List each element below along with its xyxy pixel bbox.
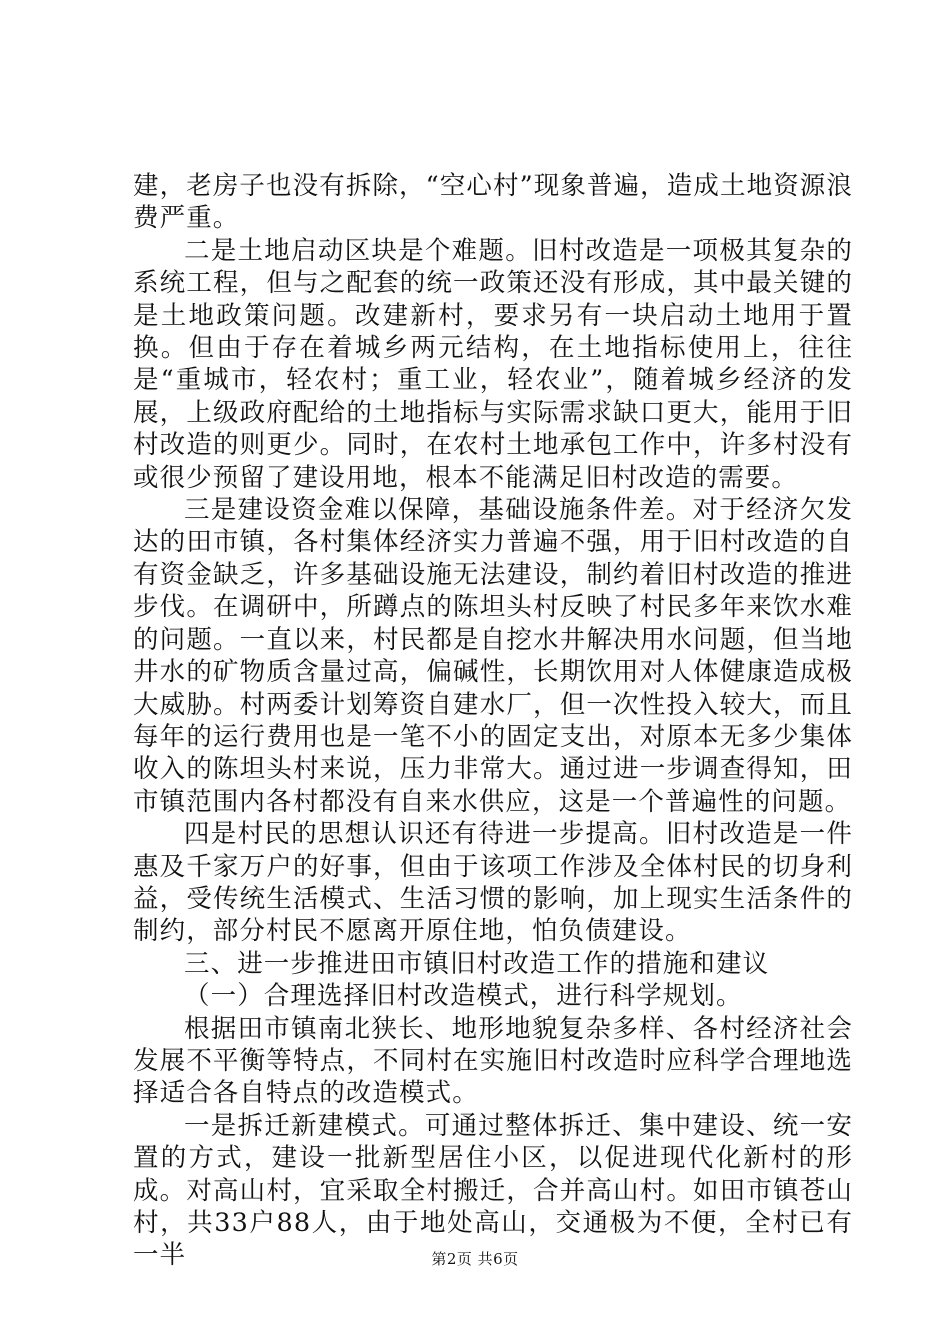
paragraph-continuation: 建，老房子也没有拆除，“空心村”现象普遍，造成土地资源浪费严重。 [133, 171, 853, 234]
section-heading: 三、进一步推进田市镇旧村改造工作的措施和建议 [184, 948, 770, 979]
paragraph-awareness-issue: 四是村民的思想认识还有待进一步提高。旧村改造是一件惠及千家万户的好事，但由于该项工作涉及全体村民的切身利益，受传统生活模式、生活习惯的影响，加上现实生活条件的制约，部分村民不愿离开原住地，怕负债建设。 [133, 819, 853, 947]
paragraph-funding-issue: 三是建设资金难以保障，基础设施条件差。对于经济欠发达的田市镇，各村集体经济实力普遍不强，用于旧村改造的自有资金缺乏，许多基础设施无法建设，制约着旧村改造的推进步伐。在调研中，所蹲点的陈坦头村反映了村民多年来饮水难的问题。一直以来，村民都是自挖水井解决用水问题，但当地井水的矿物质含量过高，偏碱性，长期饮用对人体健康造成极大威胁。村两委计划筹资自建水厂，但一次性投入较大，而且每年的运行费用也是一笔不小的固定支出，对原本无多少集体收入的陈坦头村来说，压力非常大。通过进一步调查得知，田市镇范围内各村都没有自来水供应，这是一个普遍性的问题。 [133, 495, 853, 817]
paragraph-model-selection: 根据田市镇南北狭长、地形地貌复杂多样、各村经济社会发展不平衡等特点，不同村在实施旧村改造时应科学合理地选择适合各自特点的改造模式。 [133, 1013, 853, 1109]
paragraph-land-issue: 二是土地启动区块是个难题。旧村改造是一项极其复杂的系统工程，但与之配套的统一政策还没有形成，其中最关键的是土地政策问题。改建新村，要求另有一块启动土地用于置换。但由于存在着城乡两元结构，在土地指标使用上，往往是“重城市，轻农村；重工业，轻农业”，随着城乡经济的发展，上级政府配给的土地指标与实际需求缺口更大，能用于旧村改造的则更少。同时，在农村土地承包工作中，许多村没有或很少预留了建设用地，根本不能满足旧村改造的需要。 [133, 235, 853, 493]
subsection-heading: （一）合理选择旧村改造模式，进行科学规划。 [184, 981, 743, 1012]
page-number-footer: 第2页 共6页 [431, 1250, 519, 1268]
document-body [133, 170, 853, 1272]
paragraph-relocation-model: 一是拆迁新建模式。可通过整体拆迁、集中建设、统一安置的方式，建设一批新型居住小区，以促进现代化新村的形成。对高山村，宜采取全村搬迁，合并高山村。如田市镇苍山村，共33户88人，由于地处高山，交通极为不便，全村已有一半 [133, 1110, 853, 1271]
